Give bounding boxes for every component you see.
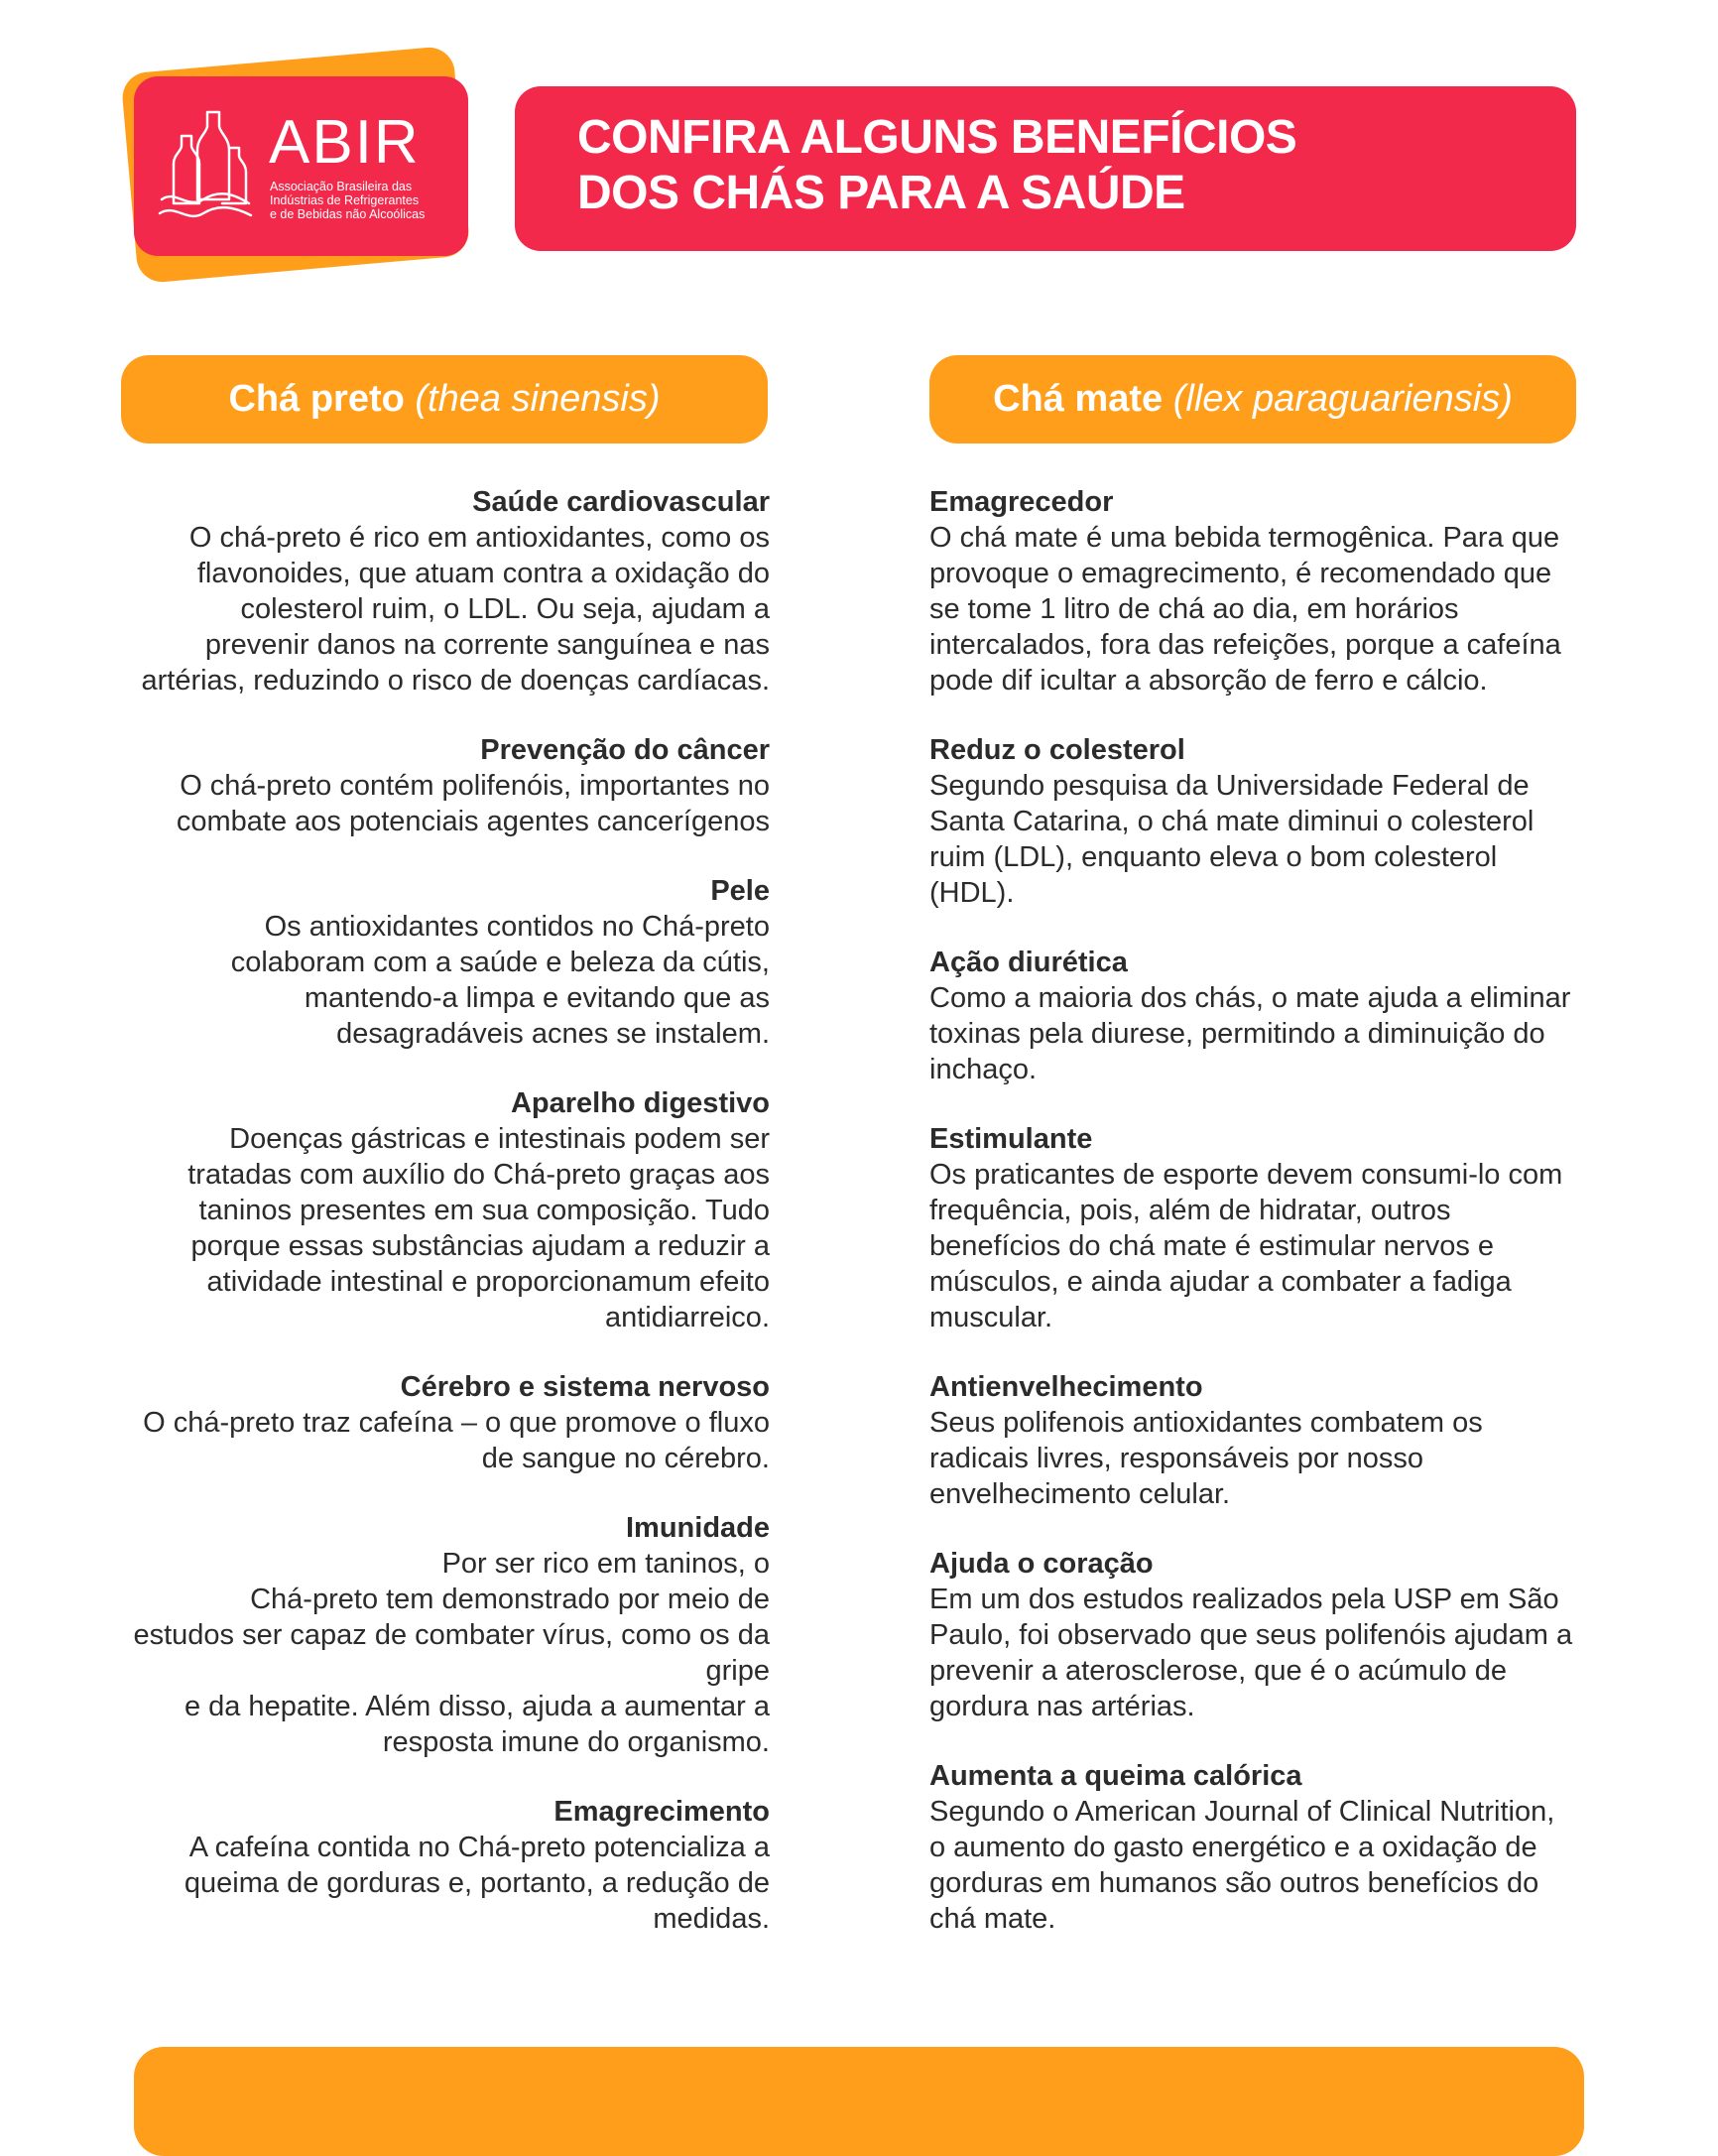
benefit-text-line: o aumento do gasto energético e a oxidação de — [929, 1832, 1537, 1863]
black-tea-scientific-name: (thea sinensis) — [415, 378, 661, 420]
benefit-heading: Emagrecedor — [929, 486, 1114, 518]
mate-tea-heading — [929, 355, 1576, 444]
benefit-text-line: O chá-preto traz cafeína – o que promove o fluxo — [143, 1407, 770, 1439]
benefit-heading: Aumenta a queima calórica — [929, 1760, 1302, 1792]
benefit-text-line: colesterol ruim, o LDL. Ou seja, ajudam a — [240, 593, 770, 625]
benefit-text-line: O chá-preto contém polifenóis, importantes no — [180, 770, 770, 802]
benefit-text-line: toxinas pela diurese, permitindo a diminuição do — [929, 1018, 1545, 1050]
benefit-section — [929, 945, 1624, 1087]
benefit-text-line: atividade intestinal e proporcionamum efeito — [206, 1266, 770, 1298]
benefit-heading: Cérebro e sistema nervoso — [400, 1371, 770, 1403]
benefit-text-line: Chá-preto tem demonstrado por meio de — [250, 1584, 770, 1615]
benefit-text-line: O chá-preto é rico em antioxidantes, como os — [188, 522, 770, 554]
benefit-text-line: Os antioxidantes contidos no Chá-preto — [264, 911, 770, 943]
logo-subtitle-line: e de Bebidas não Alcoólicas — [270, 207, 426, 221]
benefit-text-line: pode dif icultar a absorção de ferro e cálcio. — [929, 665, 1488, 697]
benefit-section — [99, 1369, 770, 1476]
benefit-section — [99, 873, 770, 1052]
benefit-heading: Imunidade — [625, 1512, 770, 1544]
benefit-text-line: gripe — [705, 1655, 770, 1687]
benefit-heading: Pele — [710, 875, 770, 907]
benefit-text-line: benefícios do chá mate é estimular nervos e — [929, 1230, 1495, 1262]
benefit-text-line: Santa Catarina, o chá mate diminui o colesterol — [929, 806, 1534, 837]
benefit-text-line: Em um dos estudos realizados pela USP em São — [929, 1584, 1559, 1615]
logo-subtitle-line: Associação Brasileira das — [270, 180, 413, 193]
benefit-heading: Aparelho digestivo — [510, 1087, 770, 1119]
benefit-text-line: Segundo o American Journal of Clinical Nutrition, — [929, 1796, 1555, 1828]
benefit-heading: Estimulante — [929, 1123, 1093, 1155]
benefit-section — [929, 1369, 1624, 1512]
benefit-text-line: inchaço. — [929, 1054, 1038, 1085]
benefit-text-line: resposta imune do organismo. — [382, 1726, 770, 1758]
benefit-text-line: músculos, e ainda ajudar a combater a fadiga — [929, 1266, 1512, 1298]
benefit-text-line: O chá mate é uma bebida termogênica. Para que — [929, 522, 1560, 554]
benefit-section — [929, 1546, 1624, 1724]
benefit-text-line: Como a maioria dos chás, o mate ajuda a eliminar — [929, 982, 1571, 1014]
benefit-text-line: combate aos potenciais agentes cancerígenos — [176, 806, 770, 837]
benefit-section — [99, 1510, 770, 1760]
benefit-section — [99, 1085, 770, 1335]
benefit-text-line: estudos ser capaz de combater vírus, como os da — [133, 1619, 770, 1651]
benefit-text-line: flavonoides, que atuam contra a oxidação do — [196, 558, 770, 589]
benefit-section — [929, 1121, 1624, 1335]
benefit-text-line: tratadas com auxílio do Chá-preto graças aos — [187, 1159, 770, 1191]
benefit-heading: Emagrecimento — [553, 1796, 770, 1828]
benefit-section — [99, 484, 770, 698]
benefit-text-line: taninos presentes em sua composição. Tudo — [198, 1195, 770, 1226]
bottles-icon — [156, 108, 255, 222]
benefit-text-line: Seus polifenois antioxidantes combatem os — [929, 1407, 1483, 1439]
benefit-section — [929, 732, 1624, 911]
benefit-text-line: porque essas substâncias ajudam a reduzir a — [190, 1230, 770, 1262]
benefit-text-line: artérias, reduzindo o risco de doenças cardíacas. — [141, 665, 770, 697]
logo-subtitle — [270, 180, 468, 221]
benefit-text-line: ruim (LDL), enquanto eleva o bom colesterol — [929, 841, 1498, 873]
logo-subtitle-line: Indústrias de Refrigerantes — [270, 193, 420, 207]
benefit-text-line: chá mate. — [929, 1903, 1056, 1935]
black-tea-name: Chá preto — [228, 378, 405, 420]
benefit-text-line: radicais livres, responsáveis por nosso — [929, 1443, 1424, 1474]
mate-tea-name: Chá mate — [993, 378, 1164, 420]
benefit-section — [929, 1758, 1624, 1937]
benefit-text-line: intercalados, fora das refeições, porque a cafeína — [929, 629, 1561, 661]
benefit-section — [99, 732, 770, 839]
benefit-heading: Reduz o colesterol — [929, 734, 1185, 766]
benefit-text-line: de sangue no cérebro. — [481, 1443, 770, 1474]
benefit-heading: Prevenção do câncer — [480, 734, 770, 766]
title-line-2: DOS CHÁS PARA A SAÚDE — [577, 167, 1185, 219]
benefit-text-line: Os praticantes de esporte devem consumi-lo com — [929, 1159, 1563, 1191]
benefit-text-line: queima de gorduras e, portanto, a redução de — [184, 1867, 770, 1899]
abir-logo — [134, 76, 468, 256]
black-tea-heading — [121, 355, 768, 444]
benefit-text-line: provoque o emagrecimento, é recomendado que — [929, 558, 1552, 589]
benefit-text-line: frequência, pois, além de hidratar, outros — [929, 1195, 1451, 1226]
benefit-text-line: gorduras em humanos são outros benefícios do — [929, 1867, 1539, 1899]
benefit-heading: Antienvelhecimento — [929, 1371, 1203, 1403]
benefit-text-line: envelhecimento celular. — [929, 1478, 1231, 1510]
benefit-text-line: mantendo-a limpa e evitando que as — [304, 982, 770, 1014]
benefit-text-line: Paulo, foi observado que seus polifenóis ajudam a — [929, 1619, 1573, 1651]
benefit-text-line: gordura nas artérias. — [929, 1691, 1195, 1722]
mate-tea-scientific-name: (llex paraguariensis) — [1172, 378, 1513, 420]
benefit-text-line: Por ser rico em taninos, o — [441, 1548, 770, 1580]
benefit-text-line: prevenir danos na corrente sanguínea e nas — [204, 629, 770, 661]
benefit-section — [929, 484, 1624, 698]
benefit-text-line: Doenças gástricas e intestinais podem ser — [229, 1123, 770, 1155]
benefit-text-line: muscular. — [929, 1302, 1053, 1333]
benefit-heading: Saúde cardiovascular — [472, 486, 770, 518]
benefit-text-line: Segundo pesquisa da Universidade Federal de — [929, 770, 1530, 802]
footer-bar — [134, 2047, 1584, 2156]
benefit-text-line: antidiarreico. — [604, 1302, 770, 1333]
benefit-text-line: colaboram com a saúde e beleza da cútis, — [230, 947, 770, 978]
benefit-text-line: medidas. — [653, 1903, 770, 1935]
benefit-text-line: A cafeína contida no Chá-preto potencializa a — [188, 1832, 770, 1863]
title-line-1: CONFIRA ALGUNS BENEFÍCIOS — [577, 111, 1297, 164]
benefit-text-line: e da hepatite. Além disso, ajuda a aumentar a — [184, 1691, 770, 1722]
mate-tea-benefits — [929, 484, 1624, 1937]
benefit-text-line: prevenir a aterosclerose, que é o acúmulo de — [929, 1655, 1507, 1687]
title-banner — [515, 86, 1576, 251]
benefit-text-line: desagradáveis acnes se instalem. — [336, 1018, 770, 1050]
black-tea-benefits — [99, 484, 770, 1937]
benefit-heading: Ajuda o coração — [929, 1548, 1154, 1580]
benefit-heading: Ação diurética — [929, 947, 1128, 978]
logo-wordmark: ABIR — [269, 108, 421, 177]
benefit-text-line: se tome 1 litro de chá ao dia, em horários — [929, 593, 1459, 625]
benefit-section — [99, 1794, 770, 1937]
benefit-text-line: (HDL). — [929, 877, 1015, 909]
